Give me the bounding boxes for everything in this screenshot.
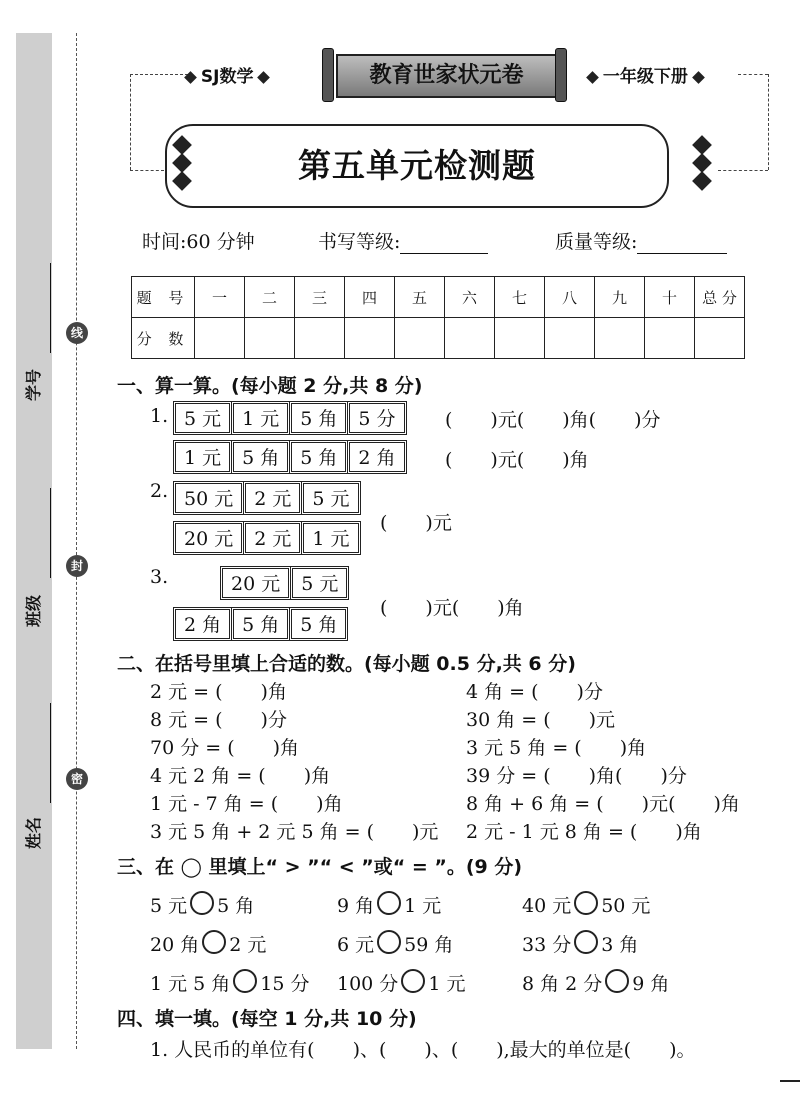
- money-box: 2 角: [349, 442, 404, 472]
- q3-row1-money: [222, 568, 350, 598]
- compare-right: 9 角: [632, 973, 670, 995]
- q2-number: 2.: [150, 480, 169, 502]
- table-cell: 九: [595, 277, 645, 318]
- compare-circle[interactable]: [605, 969, 629, 993]
- binding-strip: [16, 33, 52, 1049]
- compare-item: [522, 930, 638, 957]
- grade-tag: [588, 62, 703, 87]
- quality-grade: [555, 227, 727, 254]
- money-box: 50 元: [175, 483, 242, 513]
- scroll-rod-left: [322, 48, 334, 102]
- money-box: 5 角: [291, 403, 346, 433]
- table-row: [132, 318, 745, 359]
- table-cell: 二: [245, 277, 295, 318]
- score-cell[interactable]: [395, 318, 445, 359]
- diamond-icon: [258, 71, 271, 84]
- header-dash-right2: [718, 170, 768, 171]
- compare-circle[interactable]: [233, 969, 257, 993]
- compare-left: 33 分: [522, 934, 572, 956]
- money-box: 2 元: [245, 483, 300, 513]
- fill-item[interactable]: 2 元 - 1 元 8 角 = ( )角: [466, 821, 702, 843]
- money-box: 2 元: [245, 523, 300, 553]
- fill-item[interactable]: 3 元 5 角 + 2 元 5 角 = ( )元: [150, 821, 439, 843]
- fill-item[interactable]: 4 角 = ( )分: [466, 681, 603, 703]
- score-cell[interactable]: [295, 318, 345, 359]
- compare-circle[interactable]: [377, 930, 401, 954]
- seal-line: 线: [66, 322, 88, 344]
- compare-left: 100 分: [337, 973, 399, 995]
- score-cell[interactable]: [595, 318, 645, 359]
- diamond-icon: [692, 135, 712, 155]
- grade-text: 一年级下册: [602, 67, 688, 87]
- student-id-label: 学号: [24, 369, 43, 402]
- fill-item[interactable]: 70 分 = ( )角: [150, 737, 300, 759]
- name-label: 姓名: [24, 817, 43, 850]
- compare-item: [522, 891, 650, 918]
- q3-number: 3.: [150, 566, 169, 588]
- seal-seal: 封: [66, 555, 88, 577]
- money-box: 2 角: [175, 609, 230, 639]
- compare-item: [337, 891, 441, 918]
- header-dash-left2: [130, 170, 164, 171]
- q1-number: 1.: [150, 405, 169, 427]
- table-cell: 题 号: [132, 277, 195, 318]
- table-cell: 七: [495, 277, 545, 318]
- class-line: [50, 488, 51, 578]
- score-cell[interactable]: [345, 318, 395, 359]
- table-cell: 十: [645, 277, 695, 318]
- score-cell[interactable]: [645, 318, 695, 359]
- header-dashv-right: [768, 74, 769, 170]
- compare-item: [150, 969, 310, 996]
- table-cell: 六: [445, 277, 495, 318]
- money-box: 20 元: [222, 568, 289, 598]
- subject-tag: [186, 62, 268, 87]
- page-title: 第五单元检测题: [165, 124, 669, 208]
- section2-title: 二、在括号里填上合适的数。(每小题 0.5 分,共 6 分): [117, 653, 576, 675]
- money-box: 1 元: [175, 442, 230, 472]
- compare-item: [150, 891, 254, 918]
- section4-q1[interactable]: 1. 人民币的单位有( )、( )、( ),最大的单位是( )。: [150, 1039, 696, 1061]
- compare-item: [522, 969, 669, 996]
- fill-item[interactable]: 8 元 = ( )分: [150, 709, 287, 731]
- header-dashv-left: [130, 74, 131, 170]
- section4-title: 四、填一填。(每空 1 分,共 10 分): [117, 1008, 417, 1030]
- cut-line: [76, 33, 77, 1049]
- compare-right: 15 分: [260, 973, 310, 995]
- quality-blank[interactable]: [637, 235, 727, 254]
- table-cell: 八: [545, 277, 595, 318]
- writing-grade: [318, 227, 488, 254]
- compare-circle[interactable]: [377, 891, 401, 915]
- score-cell[interactable]: [445, 318, 495, 359]
- money-box: 5 元: [292, 568, 347, 598]
- compare-left: 20 角: [150, 934, 200, 956]
- compare-right: 3 角: [601, 934, 639, 956]
- diamond-icon: [692, 153, 712, 173]
- diamond-icon: [586, 71, 599, 84]
- compare-item: [337, 930, 453, 957]
- diamond-icon: [692, 171, 712, 191]
- table-row: [132, 277, 745, 318]
- writing-blank[interactable]: [400, 235, 488, 254]
- fill-item[interactable]: 39 分 = ( )角( )分: [466, 765, 687, 787]
- compare-right: 2 元: [229, 934, 267, 956]
- q3-answer[interactable]: ( )元( )角: [380, 597, 524, 619]
- money-box: 1 元: [303, 523, 358, 553]
- scroll-rod-right: [555, 48, 567, 102]
- compare-right: 5 角: [217, 895, 255, 917]
- writing-label: 书写等级:: [318, 231, 401, 253]
- money-box: 1 元: [233, 403, 288, 433]
- money-box: 5 分: [349, 403, 404, 433]
- class-label: 班级: [24, 595, 43, 628]
- table-cell: 总 分: [695, 277, 745, 318]
- compare-circle[interactable]: [574, 930, 598, 954]
- score-cell[interactable]: [495, 318, 545, 359]
- score-cell[interactable]: [195, 318, 245, 359]
- q1-row2-answer[interactable]: ( )元( )角: [445, 449, 589, 471]
- diamond-icon: [692, 71, 705, 84]
- table-cell: 三: [295, 277, 345, 318]
- money-box: 5 角: [233, 442, 288, 472]
- fill-item[interactable]: 1 元 - 7 角 = ( )角: [150, 793, 343, 815]
- q2-answer[interactable]: ( )元: [380, 512, 452, 534]
- fill-item[interactable]: 4 元 2 角 = ( )角: [150, 765, 331, 787]
- score-cell[interactable]: [245, 318, 295, 359]
- money-box: 5 角: [291, 442, 346, 472]
- q3-row2-money: [175, 609, 349, 639]
- score-table: [131, 276, 745, 359]
- money-box: 5 元: [175, 403, 230, 433]
- table-cell: 分 数: [132, 318, 195, 359]
- compare-circle[interactable]: [574, 891, 598, 915]
- section3-title: 三、在 ◯ 里填上“ > ”“ < ”或“ = ”。(9 分): [117, 856, 523, 878]
- header-dash-right: [738, 74, 768, 75]
- compare-left: 8 角 2 分: [522, 973, 603, 995]
- compare-right: 1 元: [428, 973, 466, 995]
- q2-row1-money: [175, 483, 362, 513]
- table-cell: 五: [395, 277, 445, 318]
- fill-item[interactable]: 3 元 5 角 = ( )角: [466, 737, 647, 759]
- name-line: [50, 703, 51, 803]
- compare-left: 1 元 5 角: [150, 973, 231, 995]
- compare-right: 50 元: [601, 895, 651, 917]
- q1-row2-money: [175, 442, 408, 472]
- score-cell[interactable]: [695, 318, 745, 359]
- header-dash-left: [130, 74, 188, 75]
- compare-circle[interactable]: [202, 930, 226, 954]
- money-box: 20 元: [175, 523, 242, 553]
- money-box: 5 角: [233, 609, 288, 639]
- compare-circle[interactable]: [401, 969, 425, 993]
- page-corner-mark: [780, 1080, 800, 1082]
- q1-row1-answer[interactable]: ( )元( )角( )分: [445, 409, 661, 431]
- time-info: 时间:60 分钟: [142, 231, 255, 253]
- brand-scroll: [322, 48, 567, 102]
- compare-item: [150, 930, 266, 957]
- compare-circle[interactable]: [190, 891, 214, 915]
- compare-left: 40 元: [522, 895, 572, 917]
- subject-text: SJ数学: [200, 67, 254, 87]
- table-cell: 四: [345, 277, 395, 318]
- fill-item[interactable]: 2 元 = ( )角: [150, 681, 287, 703]
- money-box: 5 元: [303, 483, 358, 513]
- table-cell: 一: [195, 277, 245, 318]
- compare-left: 5 元: [150, 895, 188, 917]
- student-id-line: [50, 263, 51, 353]
- diamond-icon: [184, 71, 197, 84]
- fill-item[interactable]: 8 角 + 6 角 = ( )元( )角: [466, 793, 740, 815]
- compare-left: 6 元: [337, 934, 375, 956]
- seal-secret: 密: [66, 768, 88, 790]
- compare-left: 9 角: [337, 895, 375, 917]
- q2-row2-money: [175, 523, 362, 553]
- compare-item: [337, 969, 465, 996]
- section1-title: 一、算一算。(每小题 2 分,共 8 分): [117, 375, 423, 397]
- compare-right: 59 角: [404, 934, 454, 956]
- money-box: 5 角: [291, 609, 346, 639]
- score-cell[interactable]: [545, 318, 595, 359]
- quality-label: 质量等级:: [555, 231, 638, 253]
- fill-item[interactable]: 30 角 = ( )元: [466, 709, 616, 731]
- q1-row1-money: [175, 403, 408, 433]
- compare-right: 1 元: [404, 895, 442, 917]
- brand-text: 教育世家状元卷: [336, 54, 557, 98]
